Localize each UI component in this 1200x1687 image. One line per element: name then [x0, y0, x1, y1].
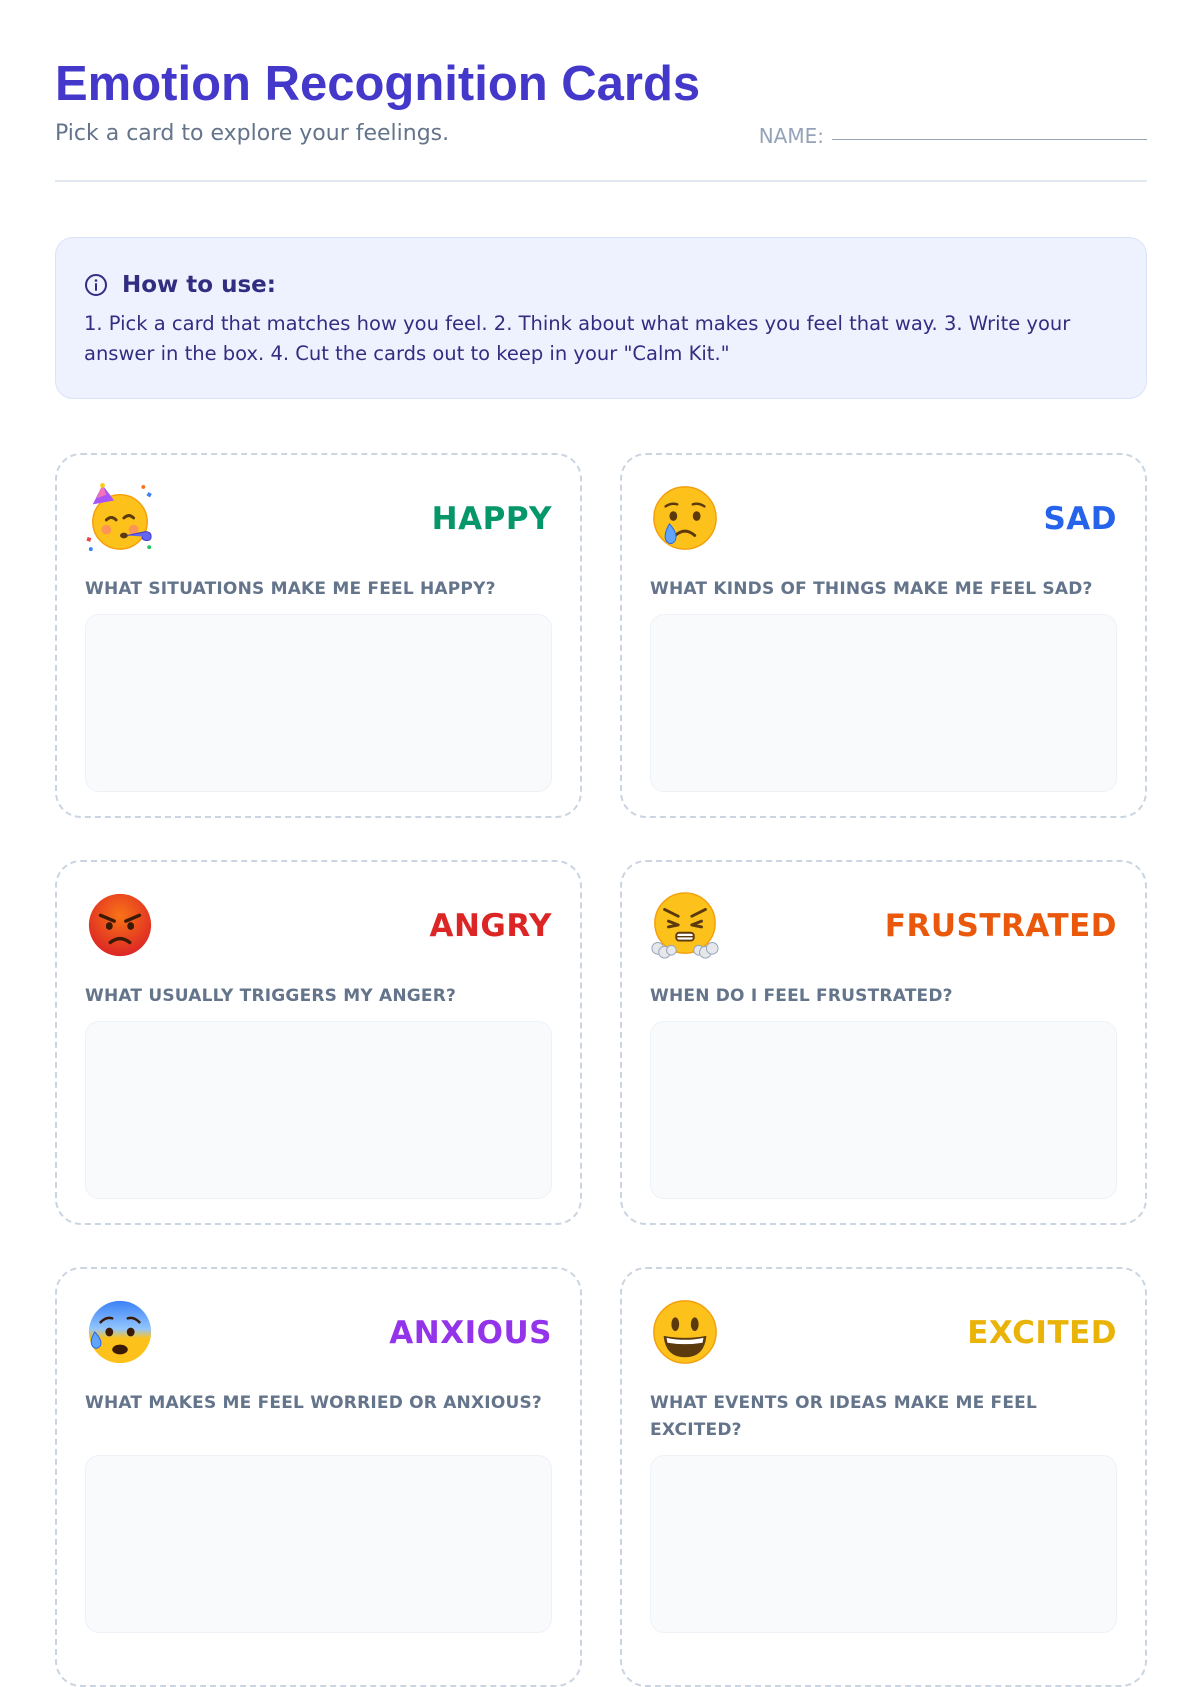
info-icon [84, 273, 108, 297]
page-title: Emotion Recognition Cards [55, 57, 701, 111]
card-question: WHAT SITUATIONS MAKE ME FEEL HAPPY? [85, 579, 496, 599]
emotion-label: FRUSTRATED [884, 908, 1117, 944]
card-question: WHAT MAKES ME FEEL WORRIED OR ANXIOUS? [85, 1393, 542, 1413]
card-question: WHAT USUALLY TRIGGERS MY ANGER? [85, 986, 457, 1006]
answer-box[interactable] [85, 1021, 552, 1199]
name-input-line[interactable] [832, 139, 1147, 140]
card-question: WHAT EVENTS OR IDEAS MAKE ME FEEL EXCITED? [650, 1393, 1038, 1440]
answer-box[interactable] [85, 614, 552, 792]
emotion-card-anxious[interactable] [55, 1267, 582, 1687]
emotion-card-excited[interactable] [620, 1267, 1147, 1687]
name-field [759, 122, 1147, 150]
emotion-label: SAD [1043, 501, 1117, 537]
angry-face-icon [85, 890, 155, 960]
emotion-label: ANGRY [429, 908, 552, 944]
grinning-face-icon [650, 1297, 720, 1367]
emotion-label: HAPPY [431, 501, 552, 537]
answer-box[interactable] [650, 1455, 1117, 1633]
card-question: WHAT KINDS OF THINGS MAKE ME FEEL SAD? [650, 579, 1093, 599]
emotion-card-sad[interactable] [620, 453, 1147, 818]
name-label: NAME: [758, 124, 824, 148]
emotion-card-happy[interactable] [55, 453, 582, 818]
emotion-card-angry[interactable] [55, 860, 582, 1225]
answer-box[interactable] [650, 1021, 1117, 1199]
instructions-text: 1. Pick a card that matches how you feel. 2. Think about what makes you feel that way. 3. Write your answer in the box. 4. Cut the cards out to keep in your "Calm Kit." [84, 312, 1071, 365]
page-subtitle: Pick a card to explore your feelings. [55, 121, 450, 146]
steaming-face-icon [650, 890, 720, 960]
anxious-face-icon [85, 1297, 155, 1367]
instructions-title: How to use: [122, 272, 276, 298]
answer-box[interactable] [650, 614, 1117, 792]
crying-face-icon [650, 483, 720, 553]
card-question: WHEN DO I FEEL FRUSTRATED? [650, 986, 953, 1006]
emotion-card-frustrated[interactable] [620, 860, 1147, 1225]
emotion-label: EXCITED [967, 1315, 1117, 1351]
header-divider [55, 180, 1147, 182]
emotion-label: ANXIOUS [389, 1315, 552, 1351]
answer-box[interactable] [85, 1455, 552, 1633]
instructions-panel [55, 237, 1147, 399]
partying-face-icon [85, 483, 155, 553]
